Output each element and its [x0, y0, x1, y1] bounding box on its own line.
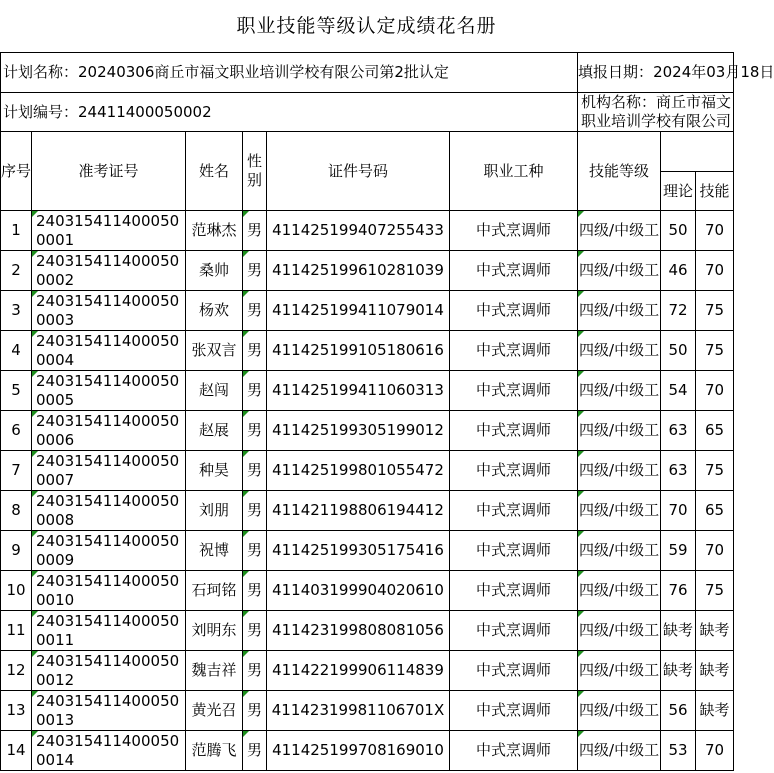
cell-skill[interactable]: 70 [696, 251, 734, 291]
table-row[interactable] [1, 251, 734, 291]
table-row[interactable] [1, 491, 734, 531]
cell-gender[interactable]: 男 [243, 451, 267, 491]
cell-occupation[interactable]: 中式烹调师 [450, 531, 578, 571]
cell-theory[interactable]: 缺考 [661, 611, 696, 651]
cell-occupation[interactable]: 中式烹调师 [450, 691, 578, 731]
cell-id-no[interactable]: 411423199808081056 [267, 611, 450, 651]
cell-occupation[interactable]: 中式烹调师 [450, 611, 578, 651]
cell-exam-id[interactable]: 2403154114000500010 [32, 571, 186, 611]
org-label: 机构名称： [581, 93, 657, 111]
cell-occupation[interactable]: 中式烹调师 [450, 291, 578, 331]
cell-name[interactable]: 黄光召 [186, 691, 243, 731]
cell-occupation[interactable]: 中式烹调师 [450, 651, 578, 691]
cell-name[interactable]: 赵闯 [186, 371, 243, 411]
cell-name[interactable]: 赵展 [186, 411, 243, 451]
cell-exam-id[interactable]: 2403154114000500001 [32, 211, 186, 251]
cell-id-no[interactable]: 411425199801055472 [267, 451, 450, 491]
cell-occupation[interactable]: 中式烹调师 [450, 211, 578, 251]
cell-skill[interactable]: 70 [696, 371, 734, 411]
cell-id-no[interactable]: 411425199305199012 [267, 411, 450, 451]
cell-id-no[interactable]: 411425199708169010 [267, 731, 450, 771]
cell-name[interactable]: 范琳杰 [186, 211, 243, 251]
cell-name[interactable]: 魏吉祥 [186, 651, 243, 691]
cell-theory[interactable]: 46 [661, 251, 696, 291]
cell-seq[interactable]: 12 [1, 651, 32, 691]
cell-id-no[interactable]: 411403199904020610 [267, 571, 450, 611]
cell-level[interactable]: 四级/中级工 [578, 291, 661, 331]
report-date-value: 2024年03月18日 [653, 63, 774, 81]
cell-exam-id[interactable]: 2403154114000500006 [32, 411, 186, 451]
cell-skill[interactable]: 75 [696, 451, 734, 491]
cell-skill[interactable]: 70 [696, 531, 734, 571]
cell-theory[interactable]: 63 [661, 451, 696, 491]
cell-name[interactable]: 范腾飞 [186, 731, 243, 771]
cell-skill[interactable]: 75 [696, 571, 734, 611]
cell-exam-id[interactable]: 2403154114000500012 [32, 651, 186, 691]
cell-occupation[interactable]: 中式烹调师 [450, 251, 578, 291]
cell-seq[interactable]: 11 [1, 611, 32, 651]
roster-table [0, 52, 774, 771]
cell-id-no[interactable]: 411425199411060313 [267, 371, 450, 411]
page-title: 职业技能等级认定成绩花名册 [236, 15, 497, 37]
cell-name[interactable]: 桑帅 [186, 251, 243, 291]
cell-theory[interactable]: 50 [661, 331, 696, 371]
cell-name[interactable]: 杨欢 [186, 291, 243, 331]
cell-gender[interactable]: 男 [243, 491, 267, 531]
cell-exam-id[interactable]: 2403154114000500014 [32, 731, 186, 771]
plan-no-label: 计划编号： [3, 102, 79, 121]
cell-level[interactable]: 四级/中级工 [578, 531, 661, 571]
cell-name[interactable]: 刘明东 [186, 611, 243, 651]
table-row[interactable] [1, 571, 734, 611]
cell-skill[interactable]: 65 [696, 491, 734, 531]
header-score-group[interactable] [661, 132, 734, 172]
cell-level[interactable]: 四级/中级工 [578, 491, 661, 531]
cell-exam-id[interactable]: 2403154114000500008 [32, 491, 186, 531]
header-exam-id[interactable]: 准考证号 [32, 132, 186, 211]
table-row[interactable] [1, 731, 734, 771]
org-name-cell[interactable] [578, 93, 734, 132]
cell-seq[interactable]: 5 [1, 371, 32, 411]
cell-seq[interactable]: 6 [1, 411, 32, 451]
org-name-value: 商丘市福文职业培训学校有限公司 [581, 93, 732, 130]
header-name[interactable]: 姓名 [186, 132, 243, 211]
table-row[interactable] [1, 291, 734, 331]
cell-exam-id[interactable]: 2403154114000500005 [32, 371, 186, 411]
cell-level[interactable]: 四级/中级工 [578, 371, 661, 411]
table-row[interactable] [1, 211, 734, 251]
cell-occupation[interactable]: 中式烹调师 [450, 371, 578, 411]
cell-name[interactable]: 刘朋 [186, 491, 243, 531]
cell-seq[interactable]: 3 [1, 291, 32, 331]
cell-gender[interactable]: 男 [243, 331, 267, 371]
cell-exam-id[interactable]: 2403154114000500004 [32, 331, 186, 371]
cell-exam-id[interactable]: 2403154114000500011 [32, 611, 186, 651]
cell-seq[interactable]: 8 [1, 491, 32, 531]
cell-name[interactable]: 张双言 [186, 331, 243, 371]
cell-skill[interactable]: 缺考 [696, 691, 734, 731]
cell-theory[interactable]: 70 [661, 491, 696, 531]
header-seq[interactable]: 序号 [1, 132, 32, 211]
cell-theory[interactable]: 54 [661, 371, 696, 411]
cell-seq[interactable]: 9 [1, 531, 32, 571]
plan-name-label: 计划名称： [3, 63, 79, 81]
cell-gender[interactable]: 男 [243, 651, 267, 691]
cell-occupation[interactable]: 中式烹调师 [450, 571, 578, 611]
cell-occupation[interactable]: 中式烹调师 [450, 451, 578, 491]
cell-level[interactable]: 四级/中级工 [578, 251, 661, 291]
cell-id-no[interactable]: 411425199105180616 [267, 331, 450, 371]
cell-level[interactable]: 四级/中级工 [578, 411, 661, 451]
table-row[interactable] [1, 691, 734, 731]
cell-id-no[interactable]: 411425199407255433 [267, 211, 450, 251]
cell-id-no[interactable]: 411422199906114839 [267, 651, 450, 691]
cell-level[interactable]: 四级/中级工 [578, 731, 661, 771]
plan-name-cell[interactable] [1, 53, 578, 93]
cell-gender[interactable]: 男 [243, 291, 267, 331]
plan-no-cell[interactable] [1, 93, 578, 132]
cell-id-no[interactable]: 411425199411079014 [267, 291, 450, 331]
cell-level[interactable]: 四级/中级工 [578, 451, 661, 491]
cell-seq[interactable]: 10 [1, 571, 32, 611]
cell-gender[interactable]: 男 [243, 531, 267, 571]
cell-id-no[interactable]: 41142319981106701X [267, 691, 450, 731]
cell-gender[interactable]: 男 [243, 211, 267, 251]
header-theory[interactable]: 理论 [661, 172, 696, 211]
cell-occupation[interactable]: 中式烹调师 [450, 331, 578, 371]
cell-seq[interactable]: 4 [1, 331, 32, 371]
header-id-no[interactable]: 证件号码 [267, 132, 450, 211]
table-row[interactable] [1, 451, 734, 491]
cell-gender[interactable]: 男 [243, 571, 267, 611]
cell-name[interactable]: 祝博 [186, 531, 243, 571]
cell-level[interactable]: 四级/中级工 [578, 651, 661, 691]
cell-seq[interactable]: 14 [1, 731, 32, 771]
cell-level[interactable]: 四级/中级工 [578, 611, 661, 651]
cell-name[interactable]: 石珂铭 [186, 571, 243, 611]
cell-occupation[interactable]: 中式烹调师 [450, 491, 578, 531]
header-level[interactable]: 技能等级 [578, 132, 661, 211]
header-occupation[interactable]: 职业工种 [450, 132, 578, 211]
cell-theory[interactable]: 50 [661, 211, 696, 251]
cell-skill[interactable]: 缺考 [696, 651, 734, 691]
cell-skill[interactable]: 70 [696, 211, 734, 251]
cell-level[interactable]: 四级/中级工 [578, 331, 661, 371]
cell-occupation[interactable]: 中式烹调师 [450, 731, 578, 771]
cell-gender[interactable]: 男 [243, 691, 267, 731]
cell-theory[interactable]: 缺考 [661, 651, 696, 691]
plan-name-value: 20240306商丘市福文职业培训学校有限公司第2批认定 [78, 63, 449, 81]
cell-seq[interactable]: 7 [1, 451, 32, 491]
header-gender[interactable]: 性别 [243, 132, 267, 211]
cell-theory[interactable]: 53 [661, 731, 696, 771]
cell-skill[interactable]: 75 [696, 331, 734, 371]
cell-exam-id[interactable]: 2403154114000500013 [32, 691, 186, 731]
cell-gender[interactable]: 男 [243, 371, 267, 411]
cell-exam-id[interactable]: 2403154114000500003 [32, 291, 186, 331]
cell-id-no[interactable]: 411421198806194412 [267, 491, 450, 531]
cell-gender[interactable]: 男 [243, 611, 267, 651]
cell-skill[interactable]: 65 [696, 411, 734, 451]
cell-skill[interactable]: 70 [696, 731, 734, 771]
cell-exam-id[interactable]: 2403154114000500009 [32, 531, 186, 571]
cell-seq[interactable]: 13 [1, 691, 32, 731]
cell-seq[interactable]: 2 [1, 251, 32, 291]
table-row[interactable] [1, 531, 734, 571]
plan-no-value: 24411400050002 [78, 102, 212, 121]
cell-skill[interactable]: 缺考 [696, 611, 734, 651]
table-row[interactable] [1, 611, 734, 651]
table-row[interactable] [1, 331, 734, 371]
table-row[interactable] [1, 371, 734, 411]
cell-theory[interactable]: 72 [661, 291, 696, 331]
cell-level[interactable]: 四级/中级工 [578, 211, 661, 251]
cell-exam-id[interactable]: 2403154114000500002 [32, 251, 186, 291]
cell-level[interactable]: 四级/中级工 [578, 571, 661, 611]
cell-skill[interactable]: 75 [696, 291, 734, 331]
cell-id-no[interactable]: 411425199305175416 [267, 531, 450, 571]
table-row[interactable] [1, 651, 734, 691]
report-date-label: 填报日期： [578, 63, 654, 81]
cell-occupation[interactable]: 中式烹调师 [450, 411, 578, 451]
cell-exam-id[interactable]: 2403154114000500007 [32, 451, 186, 491]
cell-theory[interactable]: 63 [661, 411, 696, 451]
cell-name[interactable]: 种昊 [186, 451, 243, 491]
table-row[interactable] [1, 411, 734, 451]
cell-gender[interactable]: 男 [243, 411, 267, 451]
cell-gender[interactable]: 男 [243, 251, 267, 291]
report-date-cell[interactable] [578, 53, 774, 93]
cell-level[interactable]: 四级/中级工 [578, 691, 661, 731]
cell-seq[interactable]: 1 [1, 211, 32, 251]
header-skill[interactable]: 技能 [696, 172, 734, 211]
cell-theory[interactable]: 76 [661, 571, 696, 611]
cell-gender[interactable]: 男 [243, 731, 267, 771]
cell-id-no[interactable]: 411425199610281039 [267, 251, 450, 291]
cell-theory[interactable]: 59 [661, 531, 696, 571]
cell-theory[interactable]: 56 [661, 691, 696, 731]
